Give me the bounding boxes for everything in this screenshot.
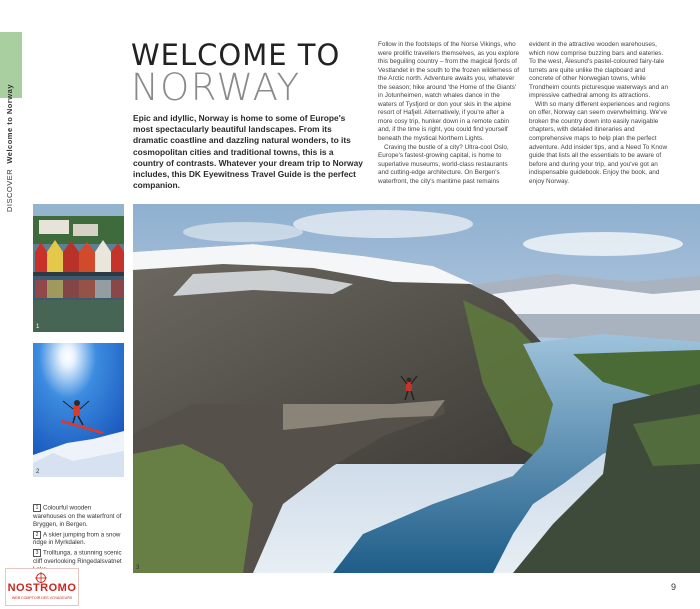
body-paragraph: With so many different experiences and regions on offer, Norway can seem overwhelming. We've broken the country down into easily navigable chapters, with detailed itineraries and comprehensive maps to help plan the perfect adventure. Add insider tips, and a Need To Know guide that lists all the essentials to be aware of before and during your trip, and you've got an indispensable guidebook. Enjoy the book, and enjoy Norway. xyxy=(529,100,670,185)
publisher-logo xyxy=(5,568,79,606)
caption-text: Colourful wooden warehouses on the waterfront of Bryggen, in Bergen. xyxy=(33,504,122,528)
logo-name: NOSTROMO xyxy=(7,582,77,594)
section-title: Welcome to Norway xyxy=(5,84,14,164)
intro-paragraph: Epic and idyllic, Norway is home to some of Europe's most spectacularly beautiful landscapes. From its dramatic coastline and dazzling natural wonders, to its cosmopolitan cities and traditional towns, this is a country of contrasts. Whatever your dream trip to Norway includes, this DK Eyewitness Travel Guide is the perfect companion. xyxy=(133,113,363,191)
caption-item xyxy=(33,531,125,548)
caption-item xyxy=(33,504,125,529)
photo-trolltunga xyxy=(133,204,700,573)
page-number: 9 xyxy=(671,582,677,592)
body-paragraph: Craving the bustle of a city? Ultra-cool Oslo, Europe's fastest-growing capital, is home to superlative museums, world-class restaurants and cutting-edge architecture. On Bergen's waterfront, the city's maritime past remains xyxy=(378,143,509,185)
body-paragraph: Follow in the footsteps of the Norse Vikings, who were prolific travellers themselves, as you explore this beguiling country – from the magical fjords of Vestlandet in the south to the frozen wilderness of the Arctic north. Adventure awaits you, whatever the season; hike around 'the Home of the Giants' in Jotunheimen, watch whales dance in the waters of Tysfjord or don your skis in the alpine resort of Hafjell. Alternatively, if you're after a more cosy trip, hunker down in a remote cabin and, if the time is right, you could find yourself beneath the mystical Northern Lights. xyxy=(378,41,520,143)
caption-number: 2 xyxy=(33,531,41,539)
body-column-2 xyxy=(529,41,671,186)
photo-bryggen xyxy=(33,204,124,332)
photo-captions xyxy=(33,504,125,576)
caption-text: A skier jumping from a snow ridge in Myrkdalen. xyxy=(33,531,121,547)
logo-tagline: WEB COMPTOIR DES VOYAGEURS xyxy=(11,596,73,600)
caption-text: Trolltunga, a stunning scenic cliff overlooking Ringedalsvatnet xyxy=(33,549,122,565)
photo-skier xyxy=(33,343,124,477)
photo-number: 1 xyxy=(36,324,40,330)
photo-number: 3 xyxy=(136,565,140,571)
section-name: DISCOVER xyxy=(5,168,14,212)
page-title-line2: NORWAY xyxy=(131,66,301,109)
body-column-1 xyxy=(378,41,520,186)
page-title-line1: WELCOME TO xyxy=(131,38,341,72)
photo-number: 2 xyxy=(36,469,40,475)
caption-number: 3 xyxy=(33,549,41,557)
caption-number: 1 xyxy=(33,504,41,512)
body-paragraph: evident in the attractive wooden warehouses, which now comprise buzzing bars and eateries. To the west, Ålesund's pastel-coloured fairy-tale turrets are quite unlike the clapboard and concrete of other Norwegian towns, while Trondheim counts picturesque waterways and an impressive cathedral among its attractions. xyxy=(529,41,669,100)
